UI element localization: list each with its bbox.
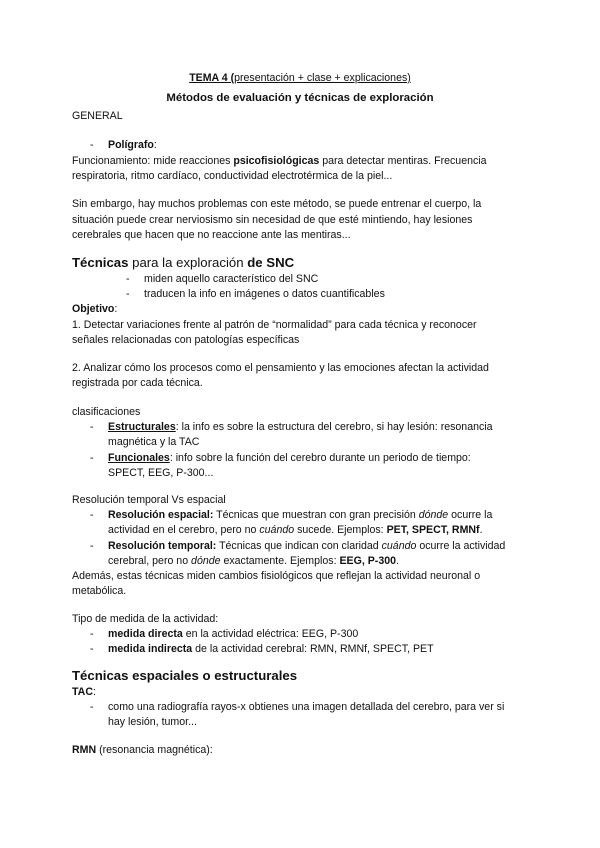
bullet-dash: - (90, 628, 94, 640)
ademas-line2: metabólica. (72, 585, 127, 597)
text-span: cuándo (259, 524, 295, 536)
poligrafo-colon: : (153, 139, 157, 151)
medida-indirecta-line (108, 642, 434, 658)
text-span: actividad en el cerebro, pero no (108, 524, 260, 536)
tac-label (72, 685, 96, 701)
objetivo-p1-line2: señales relacionadas con patologías específicas (72, 334, 300, 346)
tac-line1: como una radiografía rayos-x obtienes una imagen detallada del cerebro, para ver si (108, 701, 505, 713)
bullet-dash: - (90, 643, 94, 655)
text-span: sucede. Ejemplos: (294, 524, 387, 536)
bullet-dash: - (90, 421, 94, 433)
tecnicas-snc-item2: traducen la info en imágenes o datos cuantificables (144, 288, 385, 300)
text-span: : la info es sobre la estructura del cerebro, si hay lesión: resonancia (175, 421, 493, 433)
bullet-dash: - (90, 139, 94, 151)
text-span: ocurre la (448, 509, 493, 521)
text-span: Resolución temporal: (108, 540, 217, 552)
text-span: de la actividad cerebral: RMN, RMNf, SPECT, PET (192, 643, 434, 655)
resolucion-label: Resolución temporal Vs espacial (72, 494, 226, 506)
res-temporal-line2 (108, 554, 399, 570)
bullet-dash: - (126, 273, 130, 285)
objetivo-label (72, 302, 117, 318)
text-span: : (114, 303, 118, 315)
doc-title (0, 71, 600, 87)
rmn-label (72, 743, 213, 759)
text-span: Estructurales (108, 421, 176, 433)
text-span: Funcionamiento: mide reacciones (72, 155, 234, 167)
poligrafo-emb-line1: Sin embargo, hay muchos problemas con este método, se puede entrenar el cuerpo, la (72, 198, 482, 210)
poligrafo-emb-line2: situación puede crear nerviosismo sin necesidad de que esté mintiendo, hay lesiones (72, 214, 473, 226)
title-rest: presentación + clase + explicaciones) (234, 72, 411, 84)
text-span: Técnicas (72, 255, 129, 270)
bullet-dash: - (90, 509, 94, 521)
bullet-dash: - (126, 288, 130, 300)
bullet-dash: - (90, 540, 94, 552)
res-temporal-line1 (108, 539, 505, 555)
text-span: . (479, 524, 483, 536)
text-span: dónde (418, 509, 449, 521)
bullet-dash: - (90, 452, 94, 464)
text-span: EEG, P-300 (339, 555, 396, 567)
text-span: en la actividad eléctrica: EEG, P-300 (182, 628, 359, 640)
text-span: medida directa (108, 628, 183, 640)
general-label: GENERAL (72, 110, 123, 122)
doc-subtitle: Métodos de evaluación y técnicas de exploración (166, 92, 434, 104)
funcionales-line1 (108, 451, 471, 467)
tecnicas-snc-heading (72, 255, 294, 271)
bullet-dash: - (90, 701, 94, 713)
text-span: . (396, 555, 399, 567)
res-espacial-line2 (108, 523, 483, 539)
tecnicas-espaciales-heading: Técnicas espaciales o estructurales (72, 668, 298, 683)
text-span: (resonancia magnética): (96, 744, 213, 756)
estructurales-line2: magnética y la TAC (108, 436, 200, 448)
text-span: Técnicas que muestran con gran precisión (213, 509, 419, 521)
poligrafo-title: Polígrafo (108, 139, 154, 151)
text-span: RMN (72, 744, 97, 756)
text-span: ocurre la actividad (416, 540, 506, 552)
poligrafo-label (108, 138, 157, 154)
poligrafo-emb-line3: cerebrales que hacen que no reaccione ante las mentiras... (72, 229, 351, 241)
res-espacial-line1 (108, 508, 492, 524)
text-span: dónde (191, 555, 221, 567)
text-span: psicofisiológicas (233, 155, 320, 167)
text-span: Funcionales (108, 452, 170, 464)
text-span: de SNC (247, 255, 295, 270)
text-span: PET, SPECT, RMNf (386, 524, 480, 536)
text-span: : info sobre la función del cerebro durante un periodo de tiempo: (169, 452, 471, 464)
objetivo-p1-line1: 1. Detectar variaciones frente al patrón de “normalidad” para cada técnica y reconocer (72, 319, 477, 331)
text-span: : (93, 686, 96, 698)
title-label: TEMA 4 ( (189, 72, 235, 84)
text-span: medida indirecta (108, 643, 193, 655)
text-span: para detectar mentiras. Frecuencia (319, 155, 487, 167)
text-span: cerebral, pero no (108, 555, 192, 567)
objetivo-p2-line1: 2. Analizar cómo los procesos como el pensamiento y las emociones afectan la actividad (72, 362, 489, 374)
poligrafo-func-line2: respiratoria, ritmo cardíaco, conductividad electrotérmica de la piel... (72, 170, 393, 182)
text-span: TAC (72, 686, 93, 698)
poligrafo-func-line1 (72, 154, 487, 170)
clasificaciones-label: clasificaciones (72, 406, 141, 418)
funcionales-line2: SPECT, EEG, P-300... (108, 467, 214, 479)
tac-line2: hay lesión, tumor... (108, 716, 197, 728)
text-span: cuándo (381, 540, 417, 552)
text-span: exactamente. Ejemplos: (220, 555, 340, 567)
medida-directa-line (108, 627, 358, 643)
text-span: Objetivo (72, 303, 115, 315)
text-span: para la exploración (128, 255, 248, 270)
tecnicas-snc-item1: miden aquello característico del SNC (144, 273, 319, 285)
ademas-line1: Además, estas técnicas miden cambios fisiológicos que reflejan la actividad neuronal o (72, 570, 481, 582)
objetivo-p2-line2: registrada por cada técnica. (72, 377, 203, 389)
text-span: Resolución espacial: (108, 509, 214, 521)
tipo-medida-label: Tipo de medida de la actividad: (72, 613, 219, 625)
estructurales-line1 (108, 420, 493, 436)
text-span: Técnicas que indican con claridad (216, 540, 382, 552)
